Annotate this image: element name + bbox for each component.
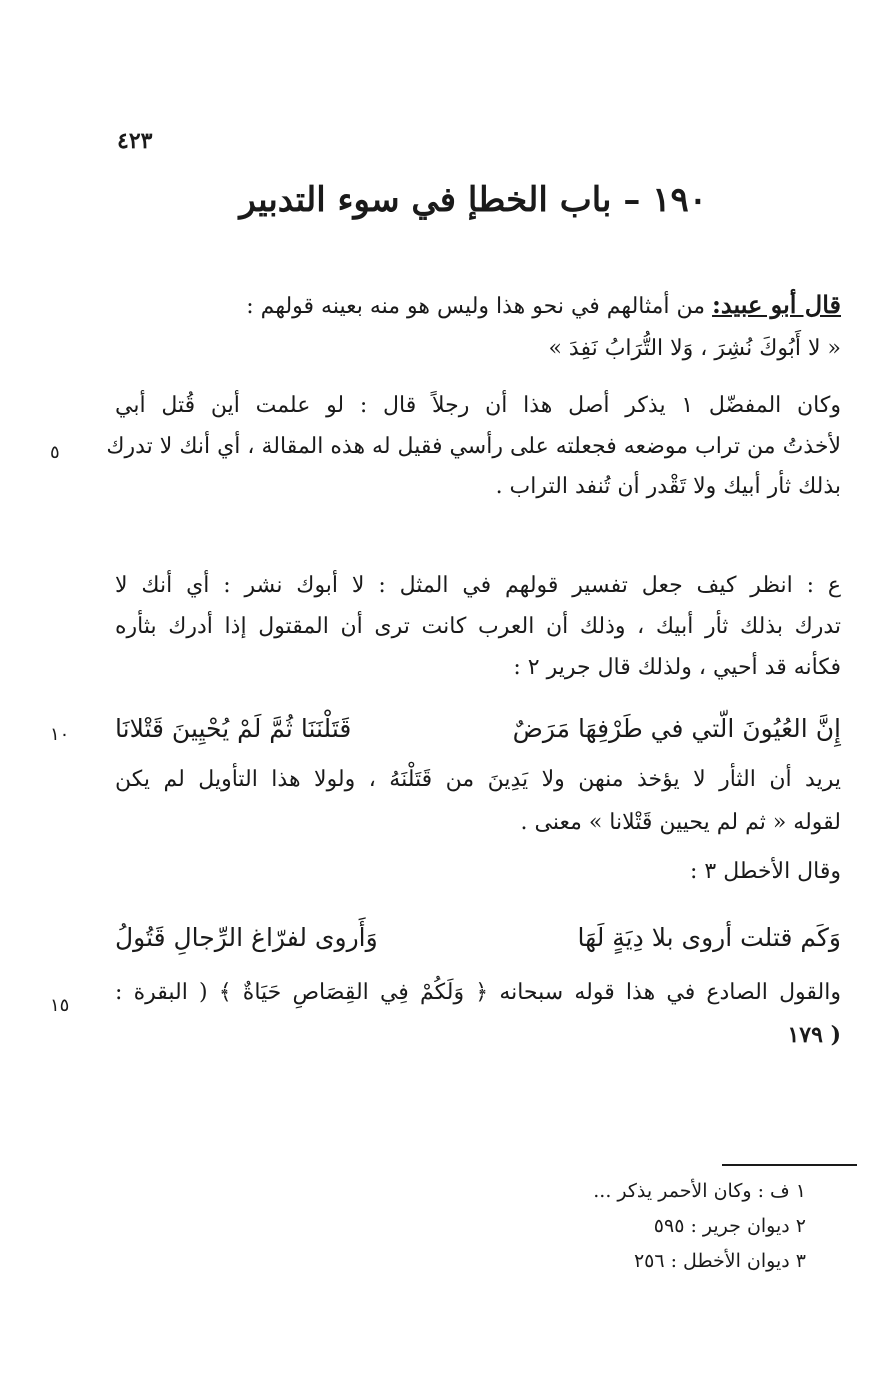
margin-line-number: ١٠ <box>50 724 70 745</box>
verse-hemistich-right: إِنَّ العُيُونَ الّتي في طَرْفِهَا مَرَضٌ <box>512 714 841 743</box>
footnote-divider <box>722 1164 857 1166</box>
verse-hemistich-left: قَتَلْنَنَا ثُمَّ لَمْ يُحْيِينَ قَتْلانَا <box>115 714 352 743</box>
paragraph-line: فكأنه قد أحيي ، ولذلك قال جرير ٢ : <box>513 655 841 680</box>
page-number: ٤٢٣ <box>117 128 153 154</box>
paragraph-line: بذلك ثأر أبيك ولا تَقْدر أن تُنفد التراب . <box>495 474 841 499</box>
footnote: ١ ف : وكان الأحمر يذكر ... <box>593 1180 806 1202</box>
proverb-line: « لا أَبُوكَ نُشِرَ ، وَلا التُّرَابُ نَفِدَ » <box>548 336 841 361</box>
chapter-title: ١٩٠ – باب الخطإ في سوء التدبير <box>239 180 707 220</box>
verse-hemistich-left: وَأَروى لفرّاغ الرِّجالِ قَتُولُ <box>115 923 378 952</box>
poet-intro: وقال الأخطل ٣ : <box>689 859 841 884</box>
paragraph-text: من أمثالهم في نحو هذا وليس هو منه بعينه قولهم : <box>246 294 706 319</box>
margin-line-number: ٥ <box>50 442 60 463</box>
paragraph-line: وكان المفضّل ١ يذكر أصل هذا أن رجلاً قال : لو علمت أين قُتل أبي <box>115 393 841 418</box>
paragraph-line: تدرك بذلك ثأر أبيك ، وذلك أن العرب كانت ترى أن المقتول إذا أدرك بثأره <box>115 614 841 639</box>
lead-attribution: قال أبو عبيد: <box>712 290 841 319</box>
footnote: ٢ ديوان جرير : ٥٩٥ <box>653 1215 806 1237</box>
paragraph-line: والقول الصادع في هذا قوله سبحانه ﴿ وَلَكُمْ فِي القِصَاصِ حَيَاةٌ ﴾ ( البقرة : <box>115 980 841 1005</box>
paragraph-line <box>246 290 841 319</box>
margin-line-number: ١٥ <box>50 995 70 1016</box>
paragraph-line: لأخذتُ من تراب موضعه فجعلته على رأسي فقيل له هذه المقالة ، أي أنك لا تدرك <box>106 434 841 459</box>
paragraph-line: لقوله « ثم لم يحيين قَتْلانا » معنى . <box>520 810 841 835</box>
footnote: ٣ ديوان الأخطل : ٢٥٦ <box>633 1250 806 1272</box>
verse-hemistich-right: وَكَم قتلت أروى بلا دِيَةٍ لَهَا <box>577 923 841 952</box>
paragraph-line: ع : انظر كيف جعل تفسير قولهم في المثل : لا أبوك نشر : أي أنك لا <box>115 573 841 598</box>
paragraph-line: ١٧٩ ) <box>787 1022 841 1048</box>
paragraph-line: يريد أن الثأر لا يؤخذ منهن ولا يَدِينَ من قَتَلْنَهُ ، ولولا هذا التأويل لم يكن <box>115 767 841 792</box>
